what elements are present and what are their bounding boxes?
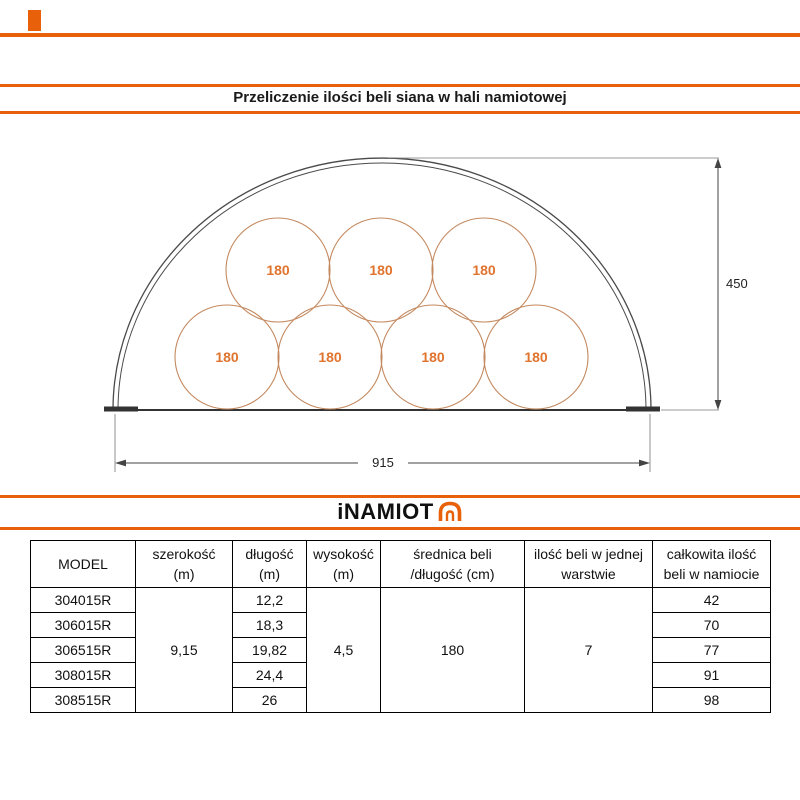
wysokosc-cell: 4,5 (307, 588, 381, 713)
col-header-szerokosc (136, 541, 233, 588)
brand-logo-text: iNAMIOT (337, 499, 434, 524)
col-header-srednica (381, 541, 525, 588)
header-line: (m) (173, 566, 195, 582)
table-header-row (31, 541, 771, 588)
dlugosc-cell: 24,4 (233, 663, 307, 688)
bale-label: 180 (266, 262, 290, 278)
bale-label: 180 (421, 349, 445, 365)
bale-label: 180 (318, 349, 342, 365)
header-line: szerokość (152, 546, 216, 562)
height-dimension (388, 158, 748, 410)
dlugosc-cell: 12,2 (233, 588, 307, 613)
col-header-ilosc-warstwa (525, 541, 653, 588)
model-cell: 308015R (31, 663, 136, 688)
total-cell: 98 (653, 688, 771, 713)
ground-line (104, 409, 660, 410)
model-cell: 304015R (31, 588, 136, 613)
dlugosc-cell: 19,82 (233, 638, 307, 663)
header-line: (m) (259, 566, 280, 582)
page-title: Przeliczenie ilości beli siana w hali namiotowej (233, 89, 567, 106)
szerokosc-cell: 9,15 (136, 588, 233, 713)
header-line: beli w namiocie (663, 566, 760, 582)
models-spec-table (30, 540, 771, 713)
width-dimension-label: 915 (372, 455, 394, 470)
bale-label: 180 (524, 349, 548, 365)
col-header-wysokosc (307, 541, 381, 588)
header-line: (m) (333, 566, 354, 582)
brand-logo (0, 497, 800, 527)
total-cell: 70 (653, 613, 771, 638)
table-row (31, 588, 771, 613)
tent-cross-section-diagram (0, 140, 800, 485)
title-divider-bottom (0, 111, 800, 114)
dlugosc-cell: 26 (233, 688, 307, 713)
col-header-model (31, 541, 136, 588)
srednica-cell: 180 (381, 588, 525, 713)
header-line: ilość beli w jednej (534, 546, 643, 562)
header-line: warstwie (561, 566, 616, 582)
model-cell: 306515R (31, 638, 136, 663)
bale-label: 180 (472, 262, 496, 278)
total-cell: 42 (653, 588, 771, 613)
corner-accent-mark (28, 10, 41, 31)
bale-label: 180 (215, 349, 239, 365)
col-header-calkowita (653, 541, 771, 588)
header-line: całkowita ilość (666, 546, 757, 562)
top-divider (0, 33, 800, 37)
logo-divider-bottom (0, 527, 800, 530)
model-cell: 308515R (31, 688, 136, 713)
height-dimension-label: 450 (726, 276, 748, 291)
ilosc-warstwa-cell: 7 (525, 588, 653, 713)
bale-circles (175, 218, 588, 409)
header-line: długość (245, 546, 294, 562)
model-cell: 306015R (31, 613, 136, 638)
total-cell: 91 (653, 663, 771, 688)
header-line: /długość (cm) (410, 566, 495, 582)
tent-logo-icon (437, 500, 463, 524)
header-line: MODEL (58, 556, 108, 572)
dlugosc-cell: 18,3 (233, 613, 307, 638)
tent-arch (113, 158, 651, 410)
col-header-dlugosc (233, 541, 307, 588)
header-line: wysokość (313, 546, 374, 562)
total-cell: 77 (653, 638, 771, 663)
header-line: średnica beli (413, 546, 492, 562)
bale-label: 180 (369, 262, 393, 278)
width-dimension (115, 414, 650, 472)
